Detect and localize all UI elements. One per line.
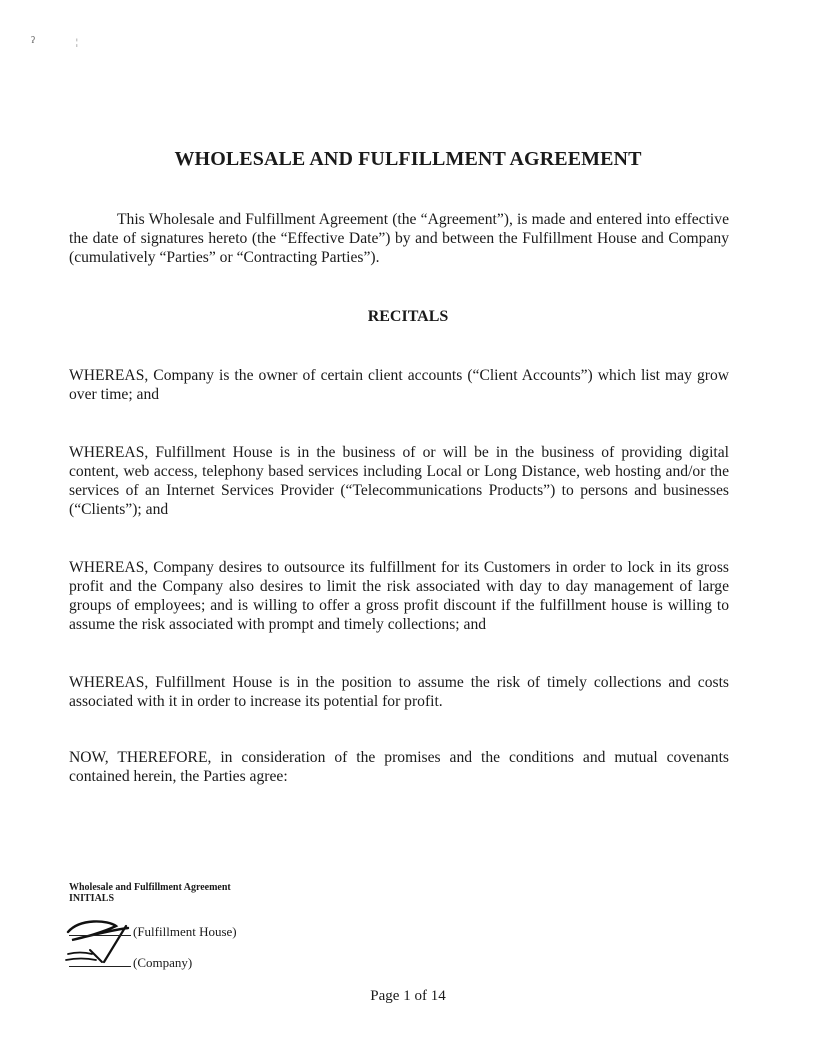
whereas-paragraph-2: WHEREAS, Fulfillment House is in the business of or will be in the business of providing digital content, web access, telephony based services including Local or Long Distance, web hosting and/or the services of an Internet Services Provider (“Telecommunications Products”) to persons and businesses (“Clients”); and <box>69 444 729 518</box>
whereas-paragraph-4: WHEREAS, Fulfillment House is in the position to assume the risk of timely collections and costs associated with it in order to increase its potential for profit. <box>69 674 729 710</box>
company-initial-line <box>69 955 192 971</box>
scan-artifact-mark: ʔ <box>31 35 35 45</box>
now-therefore-paragraph: NOW, THEREFORE, in consideration of the promises and the conditions and mutual covenants contained herein, the Parties agree: <box>69 749 729 785</box>
fulfillment-house-initial-line <box>69 924 237 940</box>
footer-initials-block <box>69 882 231 904</box>
initial-underline <box>69 966 131 967</box>
initial-underline <box>69 935 131 936</box>
whereas-paragraph-1: WHEREAS, Company is the owner of certain client accounts (“Client Accounts”) which list may grow over time; and <box>69 367 729 403</box>
document-title: WHOLESALE AND FULFILLMENT AGREEMENT <box>174 148 642 170</box>
scan-artifact-mark: ¦ <box>76 37 78 47</box>
fulfillment-house-label: (Fulfillment House) <box>133 924 237 939</box>
page-number: Page 1 of 14 <box>370 988 446 1004</box>
intro-paragraph: This Wholesale and Fulfillment Agreement (the “Agreement”), is made and entered into effective the date of signatures hereto (the “Effective Date”) by and between the Fulfillment House and Company (cumulatively “Parties” or “Contracting Parties”). <box>69 211 729 266</box>
footer-agreement-name: Wholesale and Fulfillment Agreement <box>69 882 231 893</box>
recitals-heading: RECITALS <box>367 308 449 325</box>
footer-initials-label: INITIALS <box>69 893 115 904</box>
whereas-paragraph-3: WHEREAS, Company desires to outsource its fulfillment for its Customers in order to lock in its gross profit and the Company also desires to limit the risk associated with day to day management of large groups of employees; and is willing to offer a gross profit discount if the fulfillment house is willing to assume the risk associated with prompt and timely collections; and <box>69 559 729 633</box>
company-label: (Company) <box>133 955 193 970</box>
